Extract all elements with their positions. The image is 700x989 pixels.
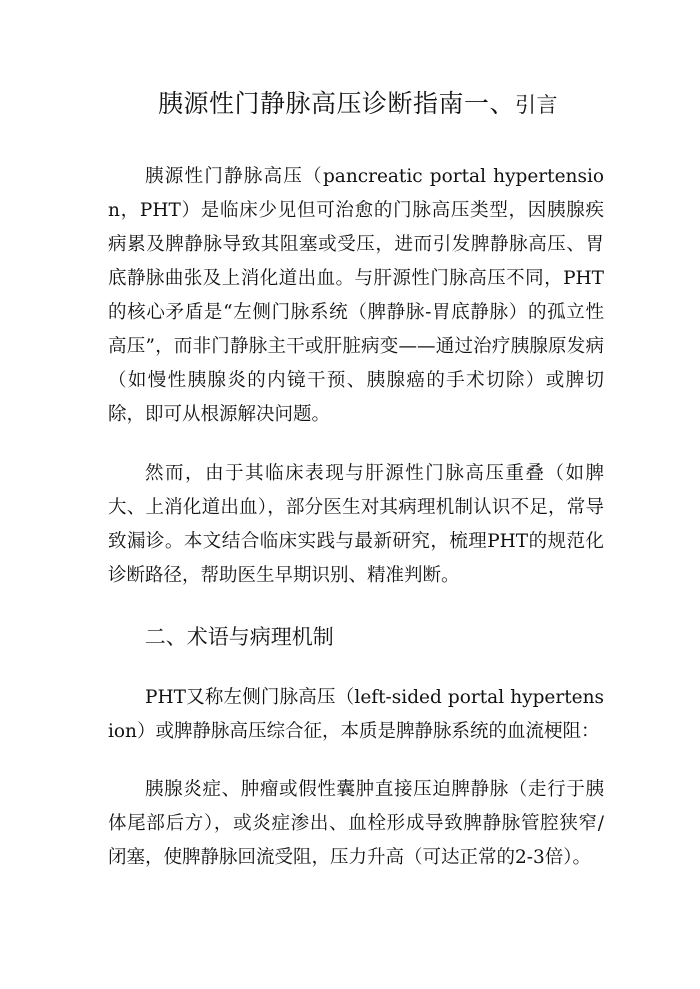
section-heading: 二、术语与病理机制 xyxy=(144,625,334,649)
document-title xyxy=(108,84,604,125)
title-section-label: 引言 xyxy=(515,93,558,117)
mechanism-paragraph: 胰腺炎症、肿瘤或假性囊肿直接压迫脾静脉（走行于胰体尾部后方），或炎症渗出、血栓形成导致脾静脉管腔狭窄/闭塞，使脾静脉回流受阻，压力升高（可达正常的2-3倍）。 xyxy=(108,779,604,868)
intro-paragraph: 胰源性门静脉高压（pancreatic portal hypertension，PHT）是临床少见但可治愈的门脉高压类型，因胰腺疾病累及脾静脉导致其阻塞或受压，进而引发脾静脉高压、胃底静脉曲张及上消化道出血。与肝源性门脉高压不同，PHT的核心矛盾是“左侧门脉系统（脾静脉-胃底静脉）的孤立性高压”，而非门静脉主干或肝脏病变——通过治疗胰腺原发病（如慢性胰腺炎的内镜干预、胰腺癌的手术切除）或脾切除，即可从根源解决问题。 xyxy=(108,166,604,425)
title-main: 胰源性门静脉高压诊断指南一、 xyxy=(157,89,515,118)
definition-paragraph: PHT又称左侧门脉高压（left-sided portal hypertension）或脾静脉高压综合征，本质是脾静脉系统的血流梗阻： xyxy=(108,687,604,742)
background-paragraph: 然而，由于其临床表现与肝源性门脉高压重叠（如脾大、上消化道出血），部分医生对其病理机制认识不足，常导致漏诊。本文结合临床实践与最新研究，梳理PHT的规范化诊断路径，帮助医生早期识别、精准判断。 xyxy=(108,463,604,586)
